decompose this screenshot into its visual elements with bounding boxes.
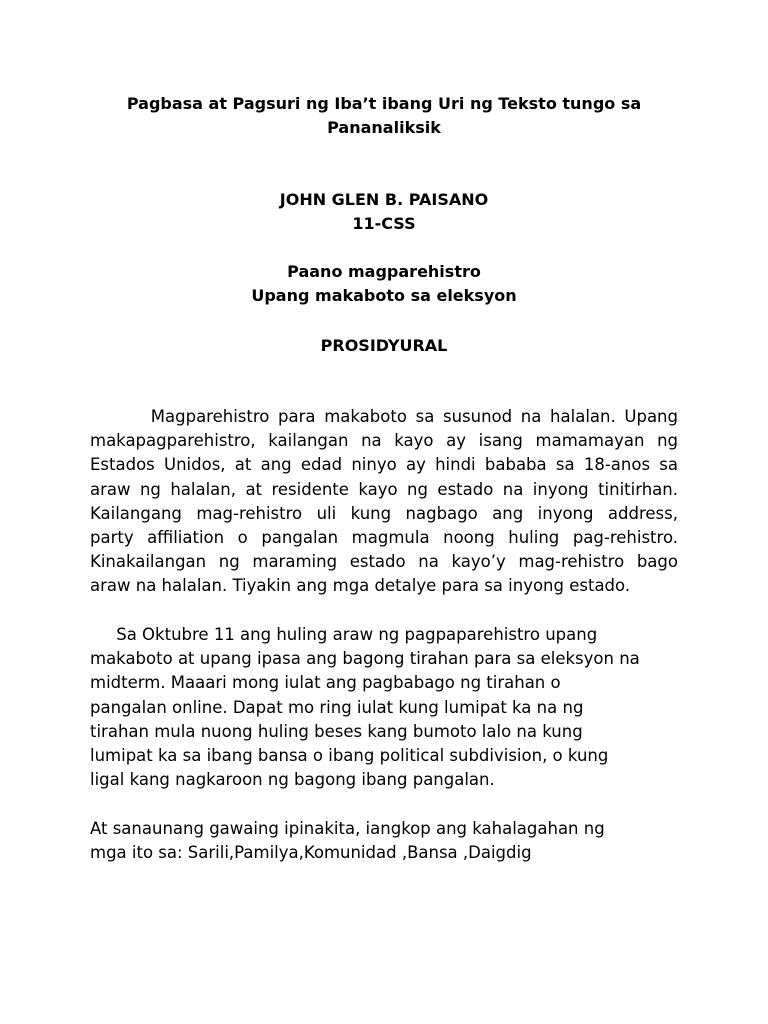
paragraph-1 [90, 405, 678, 599]
paragraph-line: party affiliation o pangalan magmula noong huling pag-rehistro. [90, 527, 678, 547]
section-label: 11-CSS [352, 214, 416, 233]
paragraph-line: midterm. Maaari mong iulat ang pagbabago ng tirahan o [90, 673, 561, 693]
paragraph-line: makaboto at upang ipasa ang bagong tirahan para sa eleksyon na [90, 649, 640, 669]
text-type-heading [90, 334, 678, 358]
paragraph-line: ligal kang nagkaroon ng bagong ibang pangalan. [90, 770, 495, 790]
text-type-label: PROSIDYURAL [320, 336, 448, 355]
paragraph-line: pangalan online. Dapat mo ring iulat kung lumipat ka na ng [90, 697, 584, 717]
paragraph-line: Sa Oktubre 11 ang huling araw ng pagpaparehistro upang [90, 625, 598, 644]
topic-line: Upang makaboto sa eleksyon [251, 286, 517, 305]
paragraph-line: mga ito sa: Sarili,Pamilya,Komunidad ,Bansa ,Daigdig [90, 843, 532, 863]
document-title [90, 92, 678, 140]
paragraph-line: Kinakailangan ng maraming estado na kayo’y mag-rehistro bago [90, 552, 678, 572]
paragraph-line: Kailangang mag-rehistro uli kung nagbago ang inyong address, [90, 503, 678, 523]
author-block [90, 188, 678, 236]
paragraph-2 [90, 623, 678, 792]
paragraph-line: araw ng halalan, at residente kayo ng estado na inyong tinitirhan. [90, 479, 678, 499]
title-line: Pagbasa at Pagsuri ng Iba’t ibang Uri ng Teksto tungo sa [126, 94, 642, 113]
title-line: Pananaliksik [327, 118, 441, 137]
paragraph-line: tirahan mula nuong huling beses kang bumoto lalo na kung [90, 721, 583, 741]
topic-heading [90, 260, 678, 308]
paragraph-line: Magparehistro para makaboto sa susunod na halalan. Upang [90, 407, 678, 426]
topic-line: Paano magparehistro [287, 262, 481, 281]
paragraph-line: lumipat ka sa ibang bansa o ibang political subdivision, o kung [90, 745, 609, 765]
author-name: JOHN GLEN B. PAISANO [279, 190, 489, 209]
paragraph-3 [90, 817, 678, 865]
paragraph-line: araw na halalan. Tiyakin ang mga detalye para sa inyong estado. [90, 576, 631, 596]
paragraph-line: Estados Unidos, at ang edad ninyo ay hindi bababa sa 18-anos sa [90, 455, 678, 475]
paragraph-line: makapagparehistro, kailangan na kayo ay isang mamamayan ng [90, 431, 678, 451]
paragraph-line: At sanaunang gawaing ipinakita, iangkop ang kahalagahan ng [90, 819, 605, 838]
